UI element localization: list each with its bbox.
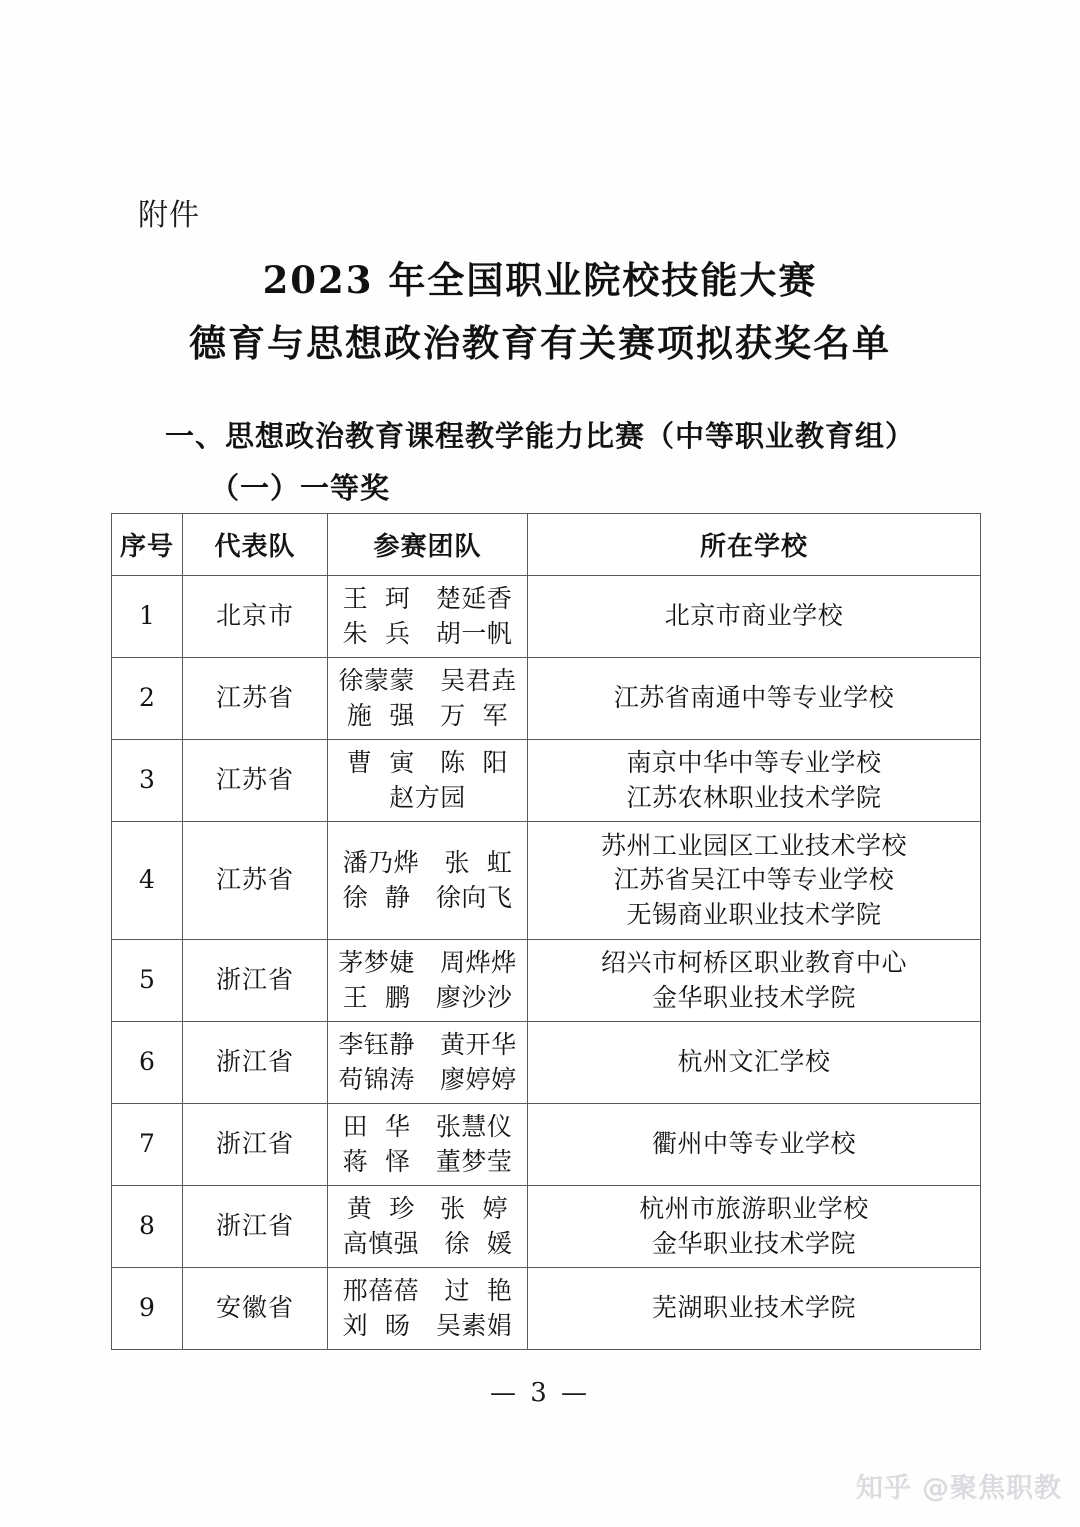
cell-team: 安徽省 xyxy=(183,1268,328,1350)
cell-members xyxy=(328,1022,528,1104)
cell-team: 浙江省 xyxy=(183,1186,328,1268)
cell-members xyxy=(328,1186,528,1268)
cell-school xyxy=(528,940,981,1022)
member-line: 王 珂 楚延香 xyxy=(342,584,513,613)
member-line: 王 鹏 廖沙沙 xyxy=(342,982,513,1012)
school-line: 杭州市旅游职业学校 xyxy=(639,1194,869,1223)
member-line: 潘乃烨 张 虹 xyxy=(342,848,513,877)
cell-index: 2 xyxy=(112,658,183,740)
table-row xyxy=(112,740,981,822)
cell-members xyxy=(328,1268,528,1350)
watermark-handle: @聚焦职教 xyxy=(922,1473,1062,1504)
cell-members xyxy=(328,822,528,940)
member-line: 徐蒙蒙 吴君垚 xyxy=(338,666,517,695)
cell-school xyxy=(528,1186,981,1268)
school-line: 江苏省吴江中等专业学校 xyxy=(613,865,895,895)
table-row xyxy=(112,1022,981,1104)
table-row xyxy=(112,822,981,940)
table-row xyxy=(112,1104,981,1186)
attachment-label: 附件 xyxy=(138,198,200,233)
member-line: 苟锦涛 廖婷婷 xyxy=(338,1064,517,1094)
subsection-heading: （一）一等奖 xyxy=(210,471,391,505)
cell-team: 江苏省 xyxy=(183,740,328,822)
cell-school xyxy=(528,740,981,822)
table-row xyxy=(112,576,981,658)
school-line: 无锡商业职业技术学院 xyxy=(626,899,882,929)
member-line: 曹 寅 陈 阳 xyxy=(346,748,509,777)
cell-team: 浙江省 xyxy=(183,1022,328,1104)
cell-school xyxy=(528,576,981,658)
cell-index: 4 xyxy=(112,822,183,940)
award-list-table xyxy=(111,513,981,1350)
cell-index: 9 xyxy=(112,1268,183,1350)
cell-members xyxy=(328,940,528,1022)
cell-index: 1 xyxy=(112,576,183,658)
document-title-line-2: 德育与思想政治教育有关赛项拟获奖名单 xyxy=(189,321,891,365)
school-line: 芜湖职业技术学院 xyxy=(651,1293,856,1323)
school-line: 江苏省南通中等专业学校 xyxy=(613,683,895,713)
table-row xyxy=(112,658,981,740)
column-header-members: 参赛团队 xyxy=(328,514,528,576)
section-heading: 一、思想政治教育课程教学能力比赛（中等职业教育组） xyxy=(164,419,915,453)
watermark-brand: 知乎 xyxy=(856,1473,912,1504)
school-line: 苏州工业园区工业技术学校 xyxy=(600,830,907,860)
cell-school xyxy=(528,822,981,940)
cell-members xyxy=(328,1104,528,1186)
member-line: 田 华 张慧仪 xyxy=(342,1112,513,1141)
cell-index: 6 xyxy=(112,1022,183,1104)
cell-school xyxy=(528,1104,981,1186)
member-line: 茅梦婕 周烨烨 xyxy=(338,948,517,977)
cell-school xyxy=(528,1268,981,1350)
school-line: 南京中华中等专业学校 xyxy=(626,748,882,777)
cell-index: 5 xyxy=(112,940,183,1022)
column-header-index: 序号 xyxy=(112,514,183,576)
cell-team: 江苏省 xyxy=(183,822,328,940)
table-row xyxy=(112,940,981,1022)
cell-index: 3 xyxy=(112,740,183,822)
member-line: 蒋 怿 董梦莹 xyxy=(342,1146,513,1176)
member-line: 李钰静 黄开华 xyxy=(338,1030,517,1059)
school-line: 金华职业技术学院 xyxy=(651,982,856,1012)
page-number: — 3 — xyxy=(489,1378,591,1408)
member-line: 刘 旸 吴素娟 xyxy=(342,1310,513,1340)
cell-index: 7 xyxy=(112,1104,183,1186)
cell-members xyxy=(328,740,528,822)
school-line: 江苏农林职业技术学院 xyxy=(626,782,882,812)
watermark xyxy=(856,1466,1062,1505)
cell-school xyxy=(528,658,981,740)
cell-team: 江苏省 xyxy=(183,658,328,740)
member-line: 施 强 万 军 xyxy=(346,700,509,730)
member-line: 徐 静 徐向飞 xyxy=(342,882,513,912)
member-line: 黄 珍 张 婷 xyxy=(346,1194,509,1223)
school-line: 北京市商业学校 xyxy=(664,601,844,631)
member-line: 邢蓓蓓 过 艳 xyxy=(342,1276,513,1305)
school-line: 衢州中等专业学校 xyxy=(651,1129,856,1159)
table-row xyxy=(112,1268,981,1350)
table-row xyxy=(112,1186,981,1268)
school-line: 金华职业技术学院 xyxy=(651,1228,856,1258)
cell-index: 8 xyxy=(112,1186,183,1268)
column-header-school: 所在学校 xyxy=(528,514,981,576)
cell-school xyxy=(528,1022,981,1104)
cell-team: 浙江省 xyxy=(183,940,328,1022)
table-body xyxy=(112,576,981,1350)
table-header xyxy=(112,514,981,576)
member-line: 赵方园 xyxy=(389,782,466,812)
member-line: 朱 兵 胡一帆 xyxy=(342,618,513,648)
member-line: 高慎强 徐 媛 xyxy=(342,1228,513,1258)
document-title-line-1: 2023 年全国职业院校技能大赛 xyxy=(262,258,818,302)
cell-members xyxy=(328,658,528,740)
table-header-row xyxy=(112,514,981,576)
cell-team: 浙江省 xyxy=(183,1104,328,1186)
cell-members xyxy=(328,576,528,658)
cell-team: 北京市 xyxy=(183,576,328,658)
column-header-team: 代表队 xyxy=(183,514,328,576)
school-line: 杭州文汇学校 xyxy=(677,1047,831,1077)
school-line: 绍兴市柯桥区职业教育中心 xyxy=(600,948,907,977)
